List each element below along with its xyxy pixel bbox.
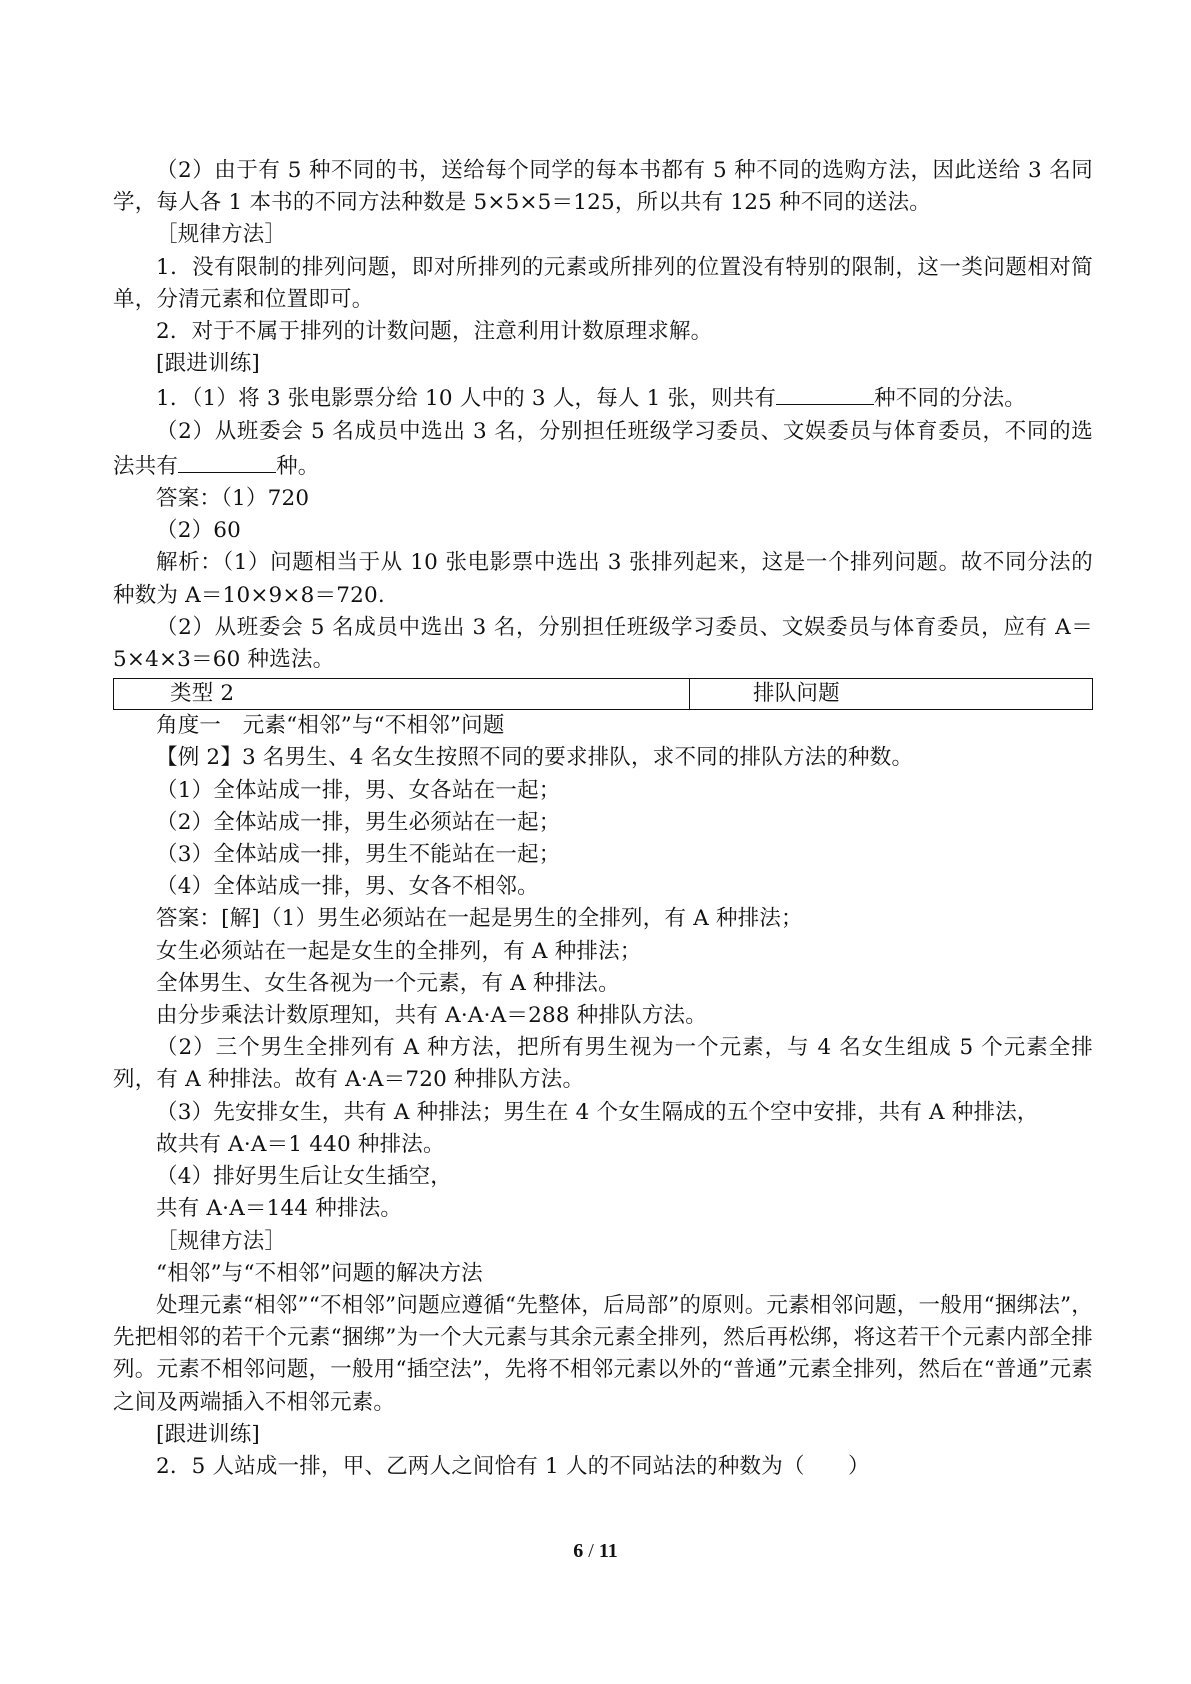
page-separator: / <box>588 1540 594 1562</box>
example-2-part-3: （3）全体站成一排，男生不能站在一起； <box>156 842 561 868</box>
paragraph-rule-2: 2．对于不属于排列的计数问题，注意利用计数原理求解。 <box>156 319 713 345</box>
answer-blank <box>178 448 276 473</box>
exercise-1-question-2 <box>113 416 1093 483</box>
solution-line-3: 全体男生、女生各视为一个元素，有 A 种排法。 <box>156 970 620 996</box>
type-label-cell: 类型 2 <box>114 679 690 710</box>
solution-part-3-result: 故共有 A·A＝1 440 种排法。 <box>156 1131 445 1157</box>
exercise-1-q2-text: （2）从班委会 5 名成员中选出 3 名，分别担任班级学习委员、文娱委员与体育委员，不同的选法共有 <box>113 418 1093 479</box>
heading-follow-up-training: [跟进训练] <box>156 351 260 377</box>
exercise-1-q1-text: 1．（1）将 3 张电影票分给 10 人中的 3 人，每人 1 张，则共有 <box>156 386 777 412</box>
heading-rule-method-2: ［规律方法］ <box>156 1228 287 1254</box>
solution-part-3: （3）先安排女生，共有 A 种排法；男生在 4 个女生隔成的五个空中安排，共有 A 种排法， <box>156 1099 1039 1125</box>
solution-line-2: 女生必须站在一起是女生的全排列，有 A 种排法； <box>156 938 642 964</box>
exercise-1-q2-tail: 种。 <box>276 453 320 479</box>
answer-line-1: 答案：（1）720 <box>156 486 310 512</box>
example-2-part-4: （4）全体站成一排，男、女各不相邻。 <box>156 874 539 900</box>
solution-line-1: 答案：[解]（1）男生必须站在一起是男生的全排列，有 A 种排法； <box>156 906 803 932</box>
paragraph-solution-2: （2）由于有 5 种不同的书，送给每个同学的每本书都有 5 种不同的选购方法，因此送给 3 名同学，每人各 1 本书的不同方法种数是 5×5×5＝125，所以共有 125 种不同的送法。 <box>113 158 1093 216</box>
method-title: “相邻”与“不相邻”问题的解决方法 <box>156 1260 483 1286</box>
paragraph-rule-1: 1．没有限制的排列问题，即对所排列的元素或所排列的位置没有特别的限制，这一类问题相对简单，分清元素和位置即可。 <box>113 254 1093 312</box>
type-topic-cell: 排队问题 <box>690 679 1093 710</box>
example-2-statement: 【例 2】3 名男生、4 名女生按照不同的要求排队，求不同的排队方法的种数。 <box>156 745 914 771</box>
current-page-number: 6 <box>573 1540 584 1562</box>
answer-line-2: （2）60 <box>156 518 242 544</box>
answer-blank <box>776 380 874 405</box>
table-row <box>114 679 1093 710</box>
exercise-2-question: 2．5 人站成一排，甲、乙两人之间恰有 1 人的不同站法的种数为（ ） <box>156 1453 870 1479</box>
document-body <box>113 155 1093 1483</box>
total-page-count: 11 <box>598 1540 618 1562</box>
page-number-footer <box>0 1540 1191 1563</box>
example-2-part-2: （2）全体站成一排，男生必须站在一起； <box>156 809 561 835</box>
method-paragraph: 处理元素“相邻”“不相邻”问题应遵循“先整体，后局部”的原则。元素相邻问题，一般用“捆绑法”，先把相邻的若干个元素“捆绑”为一个大元素与其余元素全排列，然后再松绑，将这若干个元素内部全排列。元素不相邻问题，一般用“插空法”，先将不相邻元素以外的“普通”元素全排列，然后在“普通”元素之间及两端插入不相邻元素。 <box>113 1292 1093 1415</box>
angle-heading: 角度一 元素“相邻”与“不相邻”问题 <box>156 713 505 739</box>
type-header-table <box>113 678 1093 710</box>
heading-rule-method: ［规律方法］ <box>156 222 287 248</box>
solution-part-4-result: 共有 A·A＝144 种排法。 <box>156 1196 403 1222</box>
analysis-paragraph-1: 解析：（1）问题相当于从 10 张电影票中选出 3 张排列起来，这是一个排列问题。故不同分法的种数为 A＝10×9×8＝720. <box>113 550 1093 608</box>
example-2-part-1: （1）全体站成一排，男、女各站在一起； <box>156 777 561 803</box>
solution-part-2: （2）三个男生全排列有 A 种方法，把所有男生视为一个元素，与 4 名女生组成 5 个元素全排列，有 A 种排法。故有 A·A＝720 种排队方法。 <box>113 1035 1093 1093</box>
solution-part-4: （4）排好男生后让女生插空， <box>156 1164 452 1190</box>
solution-line-4: 由分步乘法计数原理知，共有 A·A·A＝288 种排队方法。 <box>156 1003 707 1029</box>
analysis-paragraph-2: （2）从班委会 5 名成员中选出 3 名，分别担任班级学习委员、文娱委员与体育委员，应有 A＝5×4×3＝60 种选法。 <box>113 614 1093 673</box>
heading-follow-up-training-2: [跟进训练] <box>156 1421 260 1447</box>
exercise-1-question-1 <box>113 380 1093 415</box>
exercise-1-q1-tail: 种不同的分法。 <box>874 386 1026 412</box>
